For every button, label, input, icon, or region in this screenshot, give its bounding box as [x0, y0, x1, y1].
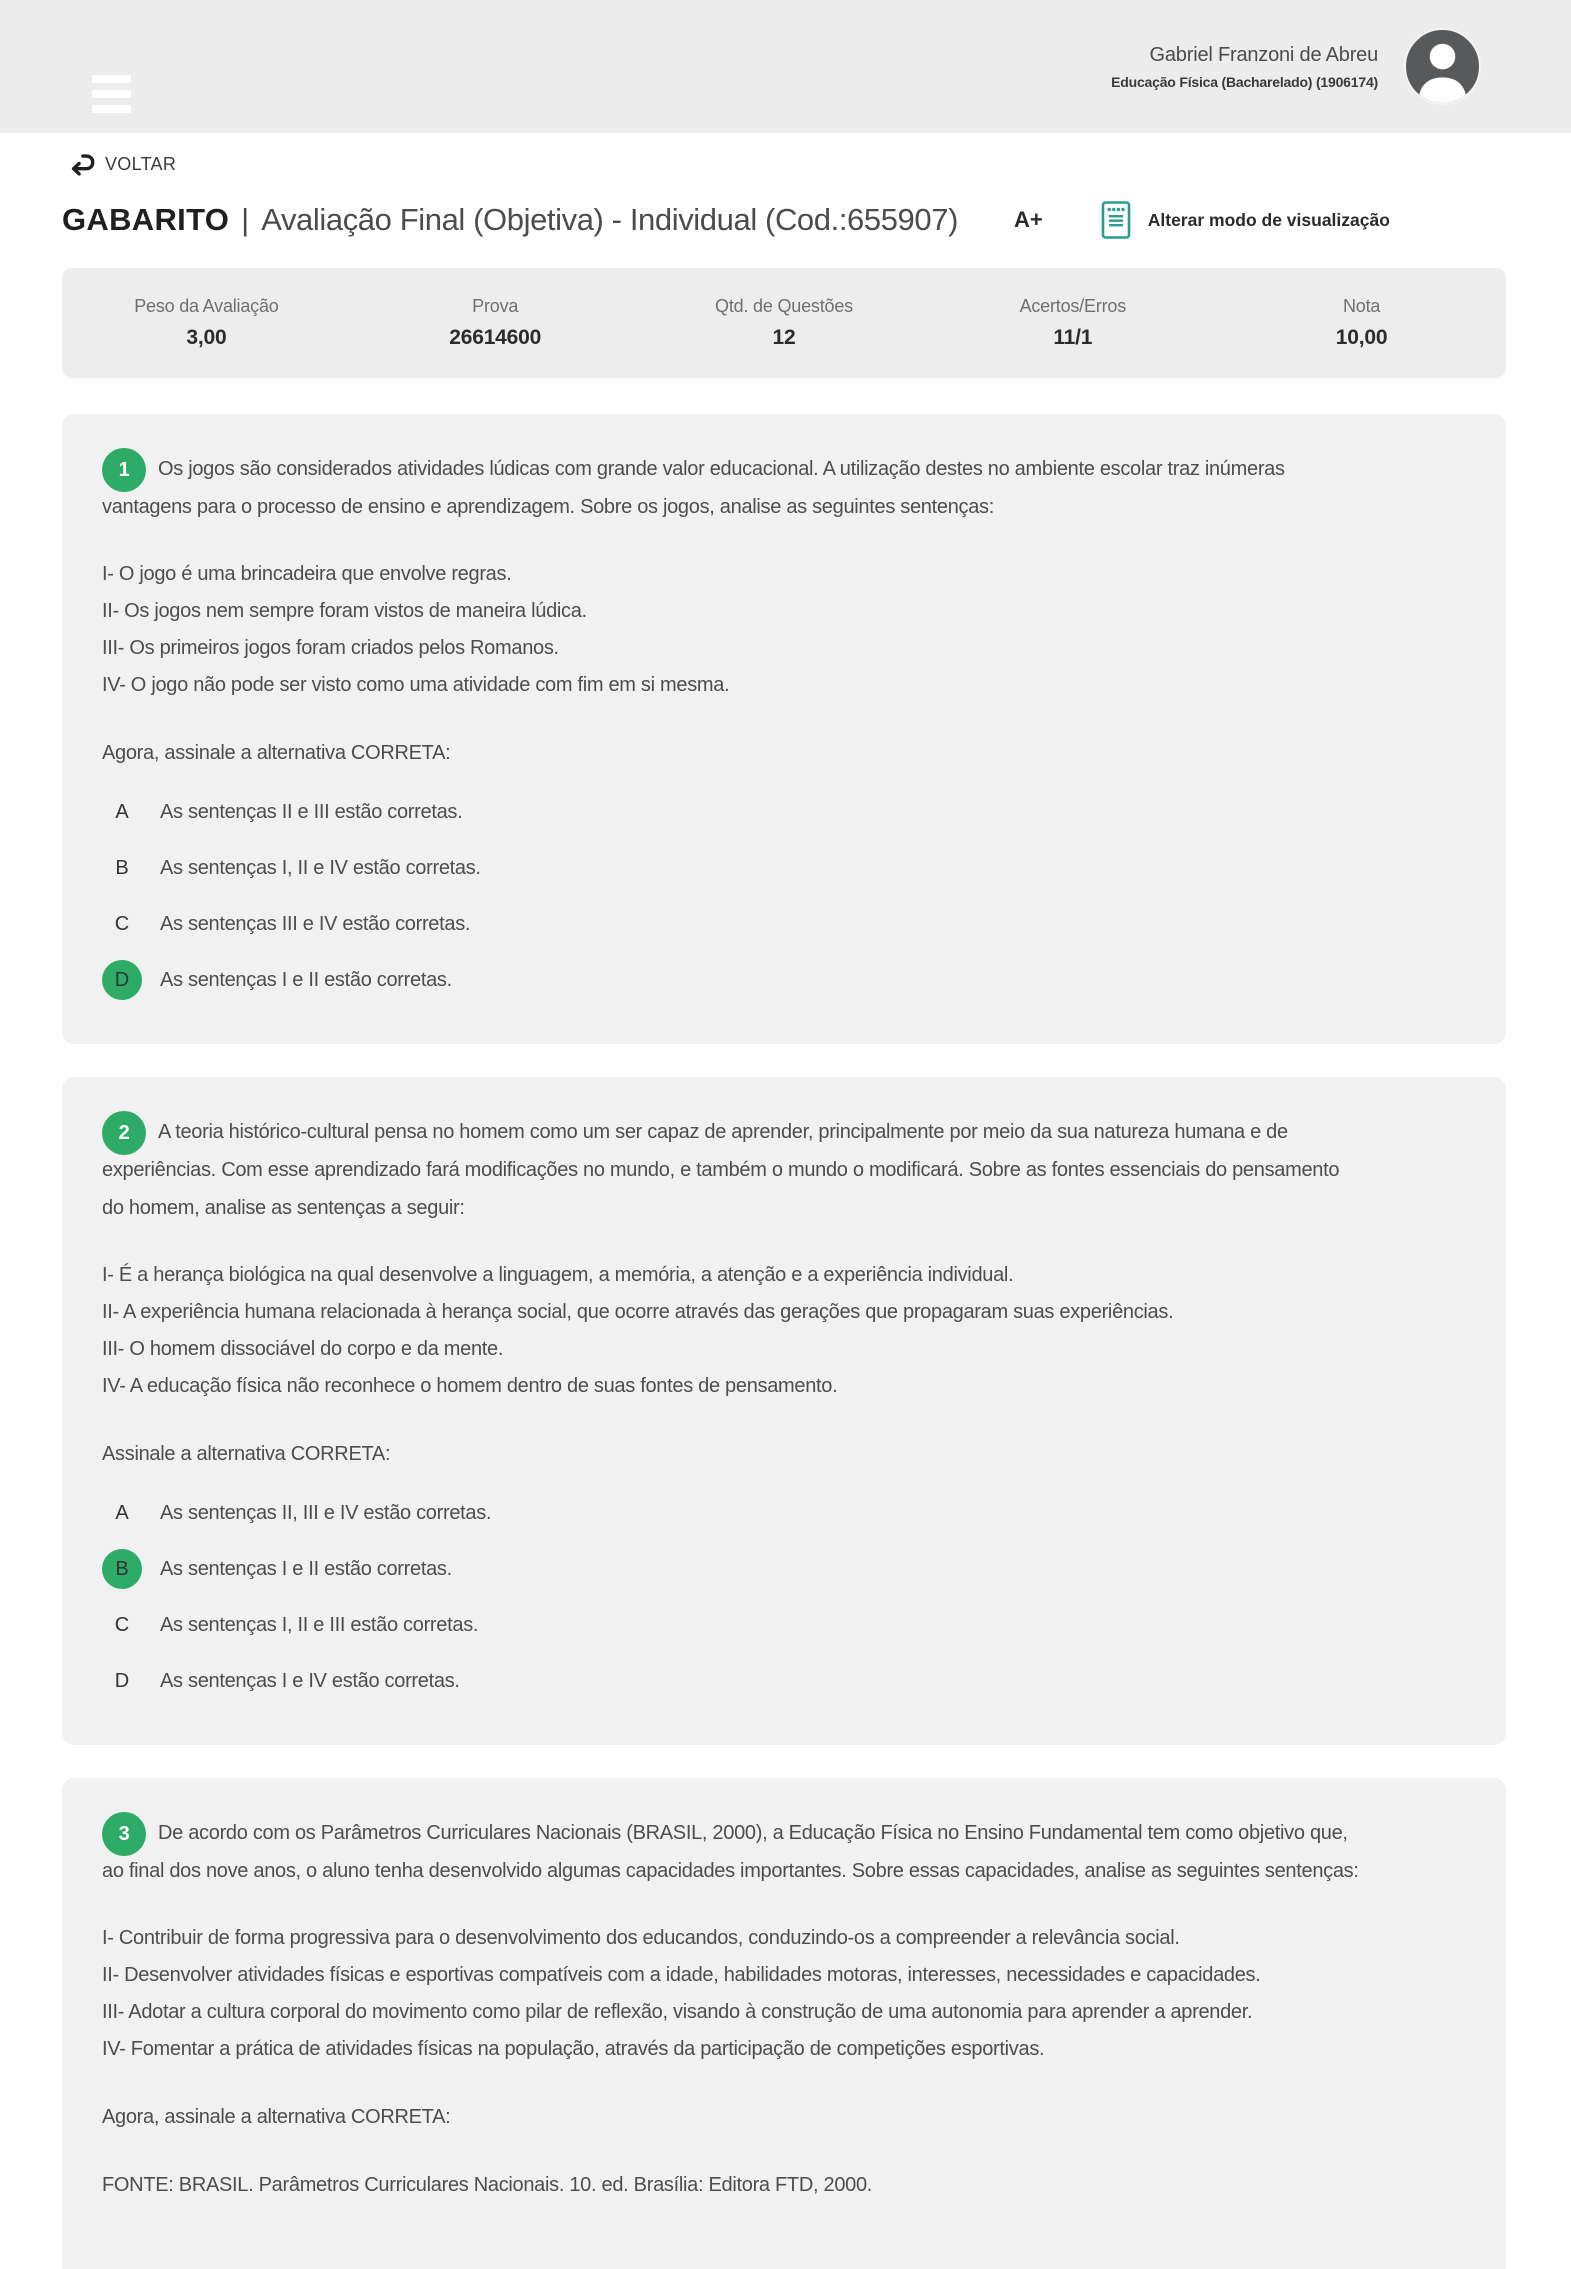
- question-card: [62, 1778, 1506, 2269]
- question-statement: [102, 450, 1362, 526]
- stat-label: Qtd. de Questões: [715, 296, 853, 316]
- back-label: VOLTAR: [105, 153, 177, 174]
- stat-value: 26614600: [449, 326, 542, 349]
- question-prompt: Agora, assinale a alternativa CORRETA:: [102, 742, 451, 764]
- answer-option[interactable]: [102, 1549, 1466, 1589]
- stat-value: 3,00: [186, 326, 227, 349]
- option-letter-badge: C: [114, 1613, 130, 1636]
- font-size-button[interactable]: A+: [1014, 207, 1043, 232]
- statement-item: IV- A educação física não reconhece o homem dentro de suas fontes de pensamento.: [102, 1375, 838, 1397]
- correct-option-badge: B: [102, 1549, 142, 1589]
- option-text: As sentenças I, II e IV estão corretas.: [160, 856, 481, 879]
- view-mode-icon: [1101, 200, 1131, 240]
- question-prompt: Agora, assinale a alternativa CORRETA:: [102, 2106, 451, 2128]
- options-list: [102, 792, 1466, 1000]
- question-prompt: Assinale a alternativa CORRETA:: [102, 1443, 391, 1465]
- view-mode-label: Alterar modo de visualização: [1147, 209, 1390, 230]
- question-source: FONTE: BRASIL. Parâmetros Curriculares Nacionais. 10. ed. Brasília: Editora FTD, 2000.: [102, 2174, 873, 2196]
- option-text: As sentenças I e II estão corretas.: [160, 968, 452, 991]
- question-number-badge: 3: [102, 1812, 146, 1856]
- answer-option[interactable]: [102, 1605, 1466, 1645]
- question-card: [62, 414, 1506, 1044]
- answer-option[interactable]: [102, 792, 1466, 832]
- page-title-main: GABARITO: [62, 202, 230, 237]
- statement-item: III- O homem dissociável do corpo e da mente.: [102, 1338, 504, 1360]
- statement-items: [102, 1257, 1402, 1405]
- answer-option[interactable]: [102, 960, 1466, 1000]
- stat-value: 11/1: [1053, 326, 1093, 349]
- stat-label: Nota: [1342, 296, 1381, 316]
- person-icon: [1406, 30, 1479, 103]
- question-statement-text: A teoria histórico-cultural pensa no homem como um ser capaz de aprender, principalmente por meio da sua natureza humana e de experiências. Com esse aprendizado fará modificações no mundo, e também o mundo o modificará. Sobre as fontes essenciais do pensamento do homem, analise as sentenças a seguir:: [102, 1121, 1340, 1219]
- title-row: [62, 200, 1506, 240]
- answer-option[interactable]: [102, 904, 1466, 944]
- questions-list: [62, 414, 1506, 2269]
- avatar[interactable]: [1404, 28, 1481, 105]
- stat-value: 12: [772, 326, 796, 349]
- answer-option[interactable]: [102, 848, 1466, 888]
- correct-option-badge: D: [102, 960, 142, 1000]
- stat-label: Peso da Avaliação: [134, 296, 279, 316]
- stat-value: 10,00: [1335, 326, 1388, 349]
- user-name: Gabriel Franzoni de Abreu: [1149, 43, 1378, 66]
- question-statement: [102, 1814, 1362, 1890]
- question-card: [62, 1077, 1506, 1745]
- statement-item: III- Os primeiros jogos foram criados pelos Romanos.: [102, 637, 559, 659]
- option-text: As sentenças I, II e III estão corretas.: [160, 1613, 479, 1636]
- menu-button[interactable]: [92, 75, 131, 113]
- question-statement-text: Os jogos são considerados atividades lúdicas com grande valor educacional. A utilização destes no ambiente escolar traz inúmeras vantagens para o processo de ensino e aprendizagem. Sobre os jogos, analise as seguintes sentenças:: [102, 458, 1285, 518]
- stat-item: [62, 296, 351, 350]
- answer-option[interactable]: [102, 1661, 1466, 1701]
- page-title: [62, 202, 958, 238]
- statement-item: II- A experiência humana relacionada à herança social, que ocorre através das gerações que propagaram suas experiências.: [102, 1301, 1174, 1323]
- option-letter-badge: B: [115, 856, 129, 879]
- statement-item: IV- O jogo não pode ser visto como uma atividade com fim em si mesma.: [102, 674, 730, 696]
- option-letter-badge: C: [114, 912, 130, 935]
- options-list: [102, 1493, 1466, 1701]
- statement-item: II- Os jogos nem sempre foram vistos de maneira lúdica.: [102, 600, 587, 622]
- title-separator: |: [241, 202, 250, 237]
- question-number-badge: 1: [102, 448, 146, 492]
- stat-label: Prova: [472, 296, 519, 316]
- option-letter-badge: D: [114, 1669, 130, 1692]
- statement-item: IV- Fomentar a prática de atividades físicas na população, através da participação de competições esportivas.: [102, 2038, 1045, 2060]
- question-statement: [102, 1113, 1362, 1227]
- back-icon: [66, 149, 96, 179]
- statement-items: [102, 556, 1402, 704]
- statement-items: [102, 1920, 1402, 2068]
- page-subtitle: Avaliação Final (Objetiva) - Individual (Cod.:655907): [261, 202, 958, 237]
- option-text: As sentenças III e IV estão corretas.: [160, 912, 471, 935]
- stat-item: [928, 296, 1217, 350]
- option-text: As sentenças I e IV estão corretas.: [160, 1669, 460, 1692]
- app-header: [0, 0, 1571, 133]
- statement-item: I- Contribuir de forma progressiva para o desenvolvimento dos educandos, conduzindo-os a compreender a relevância social.: [102, 1927, 1180, 1949]
- stat-label: Acertos/Erros: [1019, 296, 1126, 316]
- statement-item: III- Adotar a cultura corporal do movimento como pilar de reflexão, visando à construção de uma autonomia para aprender a aprender.: [102, 2001, 1253, 2023]
- statement-item: II- Desenvolver atividades físicas e esportivas compatíveis com a idade, habilidades motoras, interesses, necessidades e capacidades.: [102, 1964, 1261, 1986]
- question-statement-text: De acordo com os Parâmetros Curriculares Nacionais (BRASIL, 2000), a Educação Física no Ensino Fundamental tem como objetivo que, ao final dos nove anos, o aluno tenha desenvolvido algumas capacidades importantes. Sobre essas capacidades, analise as seguintes sentenças:: [102, 1822, 1359, 1882]
- option-text: As sentenças II e III estão corretas.: [160, 800, 463, 823]
- user-course: Educação Física (Bacharelado) (1906174): [1111, 73, 1378, 90]
- hamburger-icon: [92, 75, 131, 83]
- statement-item: I- É a herança biológica na qual desenvolve a linguagem, a memória, a atenção e a experiência individual.: [102, 1264, 1014, 1286]
- view-mode-toggle[interactable]: [1101, 200, 1390, 240]
- stat-item: [1217, 296, 1506, 350]
- statement-item: I- O jogo é uma brincadeira que envolve regras.: [102, 563, 512, 585]
- back-link[interactable]: [66, 149, 176, 179]
- option-text: As sentenças I e II estão corretas.: [160, 1557, 452, 1580]
- option-letter-badge: A: [115, 800, 129, 823]
- user-info: [1111, 44, 1378, 90]
- answer-option[interactable]: [102, 1493, 1466, 1533]
- stats-bar: [62, 268, 1506, 378]
- option-letter-badge: A: [115, 1501, 129, 1524]
- stat-item: [640, 296, 929, 350]
- stat-item: [351, 296, 640, 350]
- option-text: As sentenças II, III e IV estão corretas.: [160, 1501, 492, 1524]
- question-number-badge: 2: [102, 1111, 146, 1155]
- main-content: [0, 133, 1571, 2269]
